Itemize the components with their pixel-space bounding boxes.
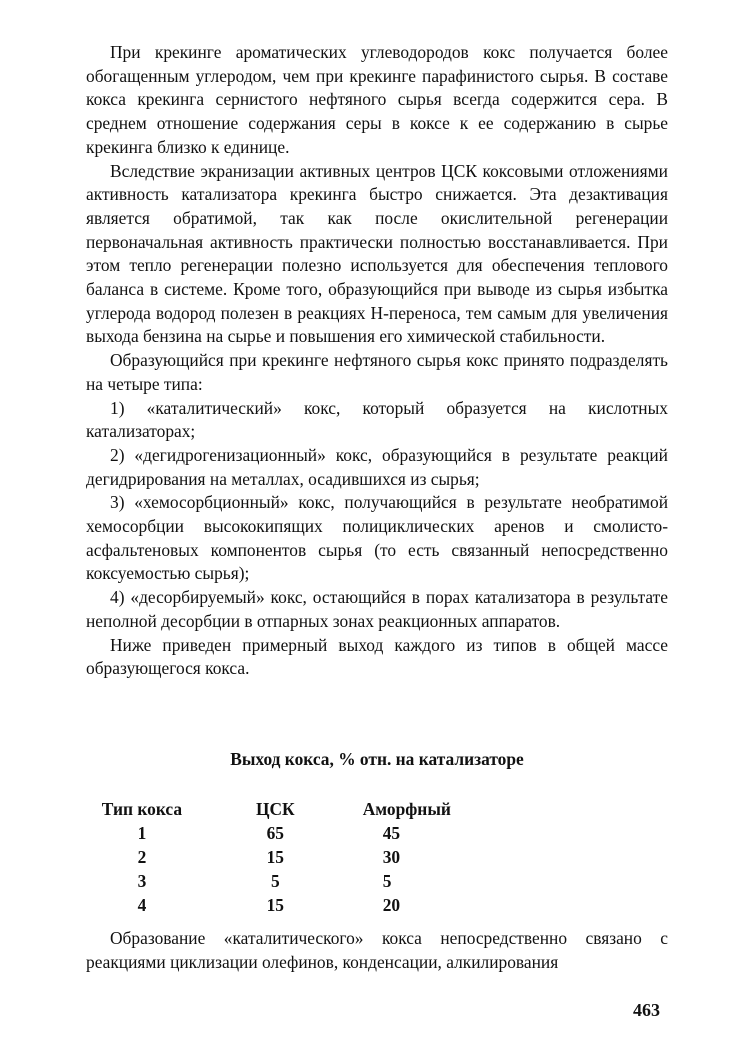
- paragraph-coke-types-intro: Образующийся при крекинге нефтяного сырья кокс принято подразделять на четыре типа:: [86, 350, 668, 394]
- table-row: [96, 893, 516, 917]
- table-cell: 20: [382, 894, 401, 915]
- table-cell: 5: [382, 870, 392, 891]
- table-cell: 5: [270, 870, 280, 891]
- table-header-row: [96, 797, 516, 821]
- table-title: Выход кокса, % отн. на катализаторе: [230, 749, 524, 769]
- paragraph-aromatic-coke: При крекинге ароматических углеводородов кокс получается более обогащенным углеродом, чем при крекинге парафинистого сырья. В составе кокса крекинга сернистого нефтяного сырья всегда содержится сера. В среднем отношение содержания серы в коксе к ее содержанию в сырье крекинга близко к единице.: [86, 42, 668, 157]
- coke-yield-table: [96, 797, 516, 917]
- table-cell: 1: [137, 822, 147, 843]
- paragraph-catalytic-coke-formation: Образование «каталитического» кокса непосредственно связано с реакциями циклизации олефинов, конденсации, алкилирования: [86, 928, 668, 972]
- page-number: 463: [633, 1000, 660, 1020]
- continuation-text: [86, 927, 668, 974]
- header-coke-type: Тип кокса: [101, 798, 183, 819]
- list-item-desorbed: 4) «десорбируемый» кокс, остающийся в порах катализатора в результате неполной десорбции в отпарных зонах реакционных аппаратов.: [86, 587, 668, 631]
- table-cell: 45: [382, 822, 401, 843]
- table-row: [96, 845, 516, 869]
- table-cell: 15: [266, 894, 284, 915]
- table-cell: 15: [266, 846, 284, 867]
- table-row: [96, 869, 516, 893]
- table-cell: 65: [266, 822, 284, 843]
- table-cell: 2: [137, 846, 147, 867]
- list-item-dehydrogenation: 2) «дегидрогенизационный» кокс, образующийся в результате реакций дегидрирования на металлах, осадившихся из сырья;: [86, 444, 668, 489]
- table-cell: 3: [137, 870, 147, 891]
- list-item-catalytic: 1) «каталитический» кокс, который образуется на кислотных катализаторах;: [86, 397, 668, 442]
- paragraph-table-intro: Ниже приведен примерный выход каждого из типов в общей массе образующегося кокса.: [86, 634, 668, 679]
- paragraph-deactivation: Вследствие экранизации активных центров ЦСК коксовыми отложениями активность катализатора крекинга быстро снижается. Эта дезактивация является обратимой, так как после окислительной регенерации первоначальная активность практически полностью восстанавливается. При этом тепло регенерации полезно используется для обеспечения теплового баланса в системе. Кроме того, образующийся при выводе из сырья избытка углерода водород полезен в реакциях Н-переноса, тем самым для увеличения выхода бензина на сырье и повышения его химической стабильности.: [86, 160, 668, 347]
- list-item-chemisorption: 3) «хемосорбционный» кокс, получающийся в результате необратимой хемосорбции высококипящих полициклических аренов и смолисто-асфальтеновых компонентов сырья (то есть связанный непосредственно коксуемостью сырья);: [86, 492, 668, 584]
- table-row: [96, 821, 516, 845]
- table-cell: 30: [382, 846, 401, 867]
- header-amorphous: Аморфный: [362, 798, 451, 819]
- body-text: [86, 41, 668, 681]
- table-cell: 4: [137, 894, 147, 915]
- header-zeolite: ЦСК: [255, 798, 295, 819]
